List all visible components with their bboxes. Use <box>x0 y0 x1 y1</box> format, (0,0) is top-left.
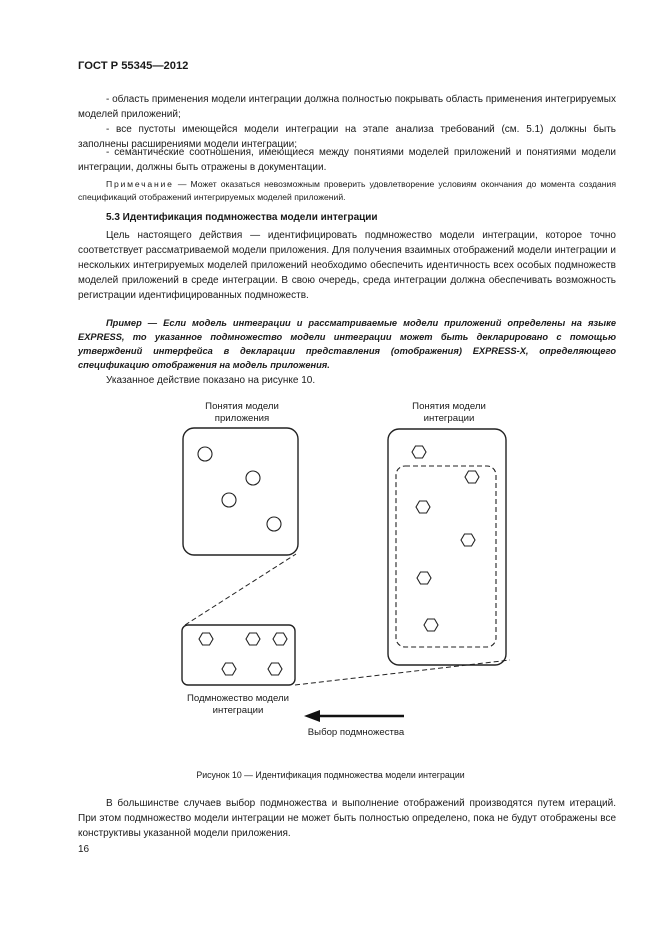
subset-concept-hexagon <box>273 633 287 645</box>
subset-label: Подмножество модели интеграции <box>187 693 289 716</box>
example-paragraph: Пример — Если модель интеграции и рассматриваемые модели приложений определены на языке EXPRESS, то указанное подмножество модели интеграции может быть декларировано с помощью утверждений интерфейса в декларации представления (отображения) EXPRESS-X, определяющего спецификацию отображения на модель приложения. <box>78 318 616 370</box>
list-item-3: - семантические соотношения, имеющиеся между понятиями моделей приложений и понятиями модели интеграции, должны быть отражены в документации. <box>78 147 616 173</box>
selection-label: Выбор подмножества <box>307 727 405 738</box>
selected-subset-dashed-box <box>396 466 496 647</box>
subset-concept-hexagon <box>246 633 260 645</box>
section-title: 5.3 Идентификация подмножества модели интеграции <box>106 212 378 223</box>
selection-arrow-head <box>304 710 320 722</box>
integration-subset-box <box>182 625 295 685</box>
app-concept-circle <box>198 447 212 461</box>
document-header: ГОСТ Р 55345—2012 <box>78 60 189 72</box>
subset-concept-hexagon <box>222 663 236 675</box>
application-concepts-label: Понятия модели приложения <box>205 401 279 424</box>
closing-paragraph: В большинстве случаев выбор подмножества и выполнение отображений производятся путем итераций. При этом подмножество модели интеграции не может быть полностью определено, пока не будут отображены все конструктивы указанной модели приложения. <box>78 798 616 839</box>
integration-concept-hexagon <box>424 619 438 631</box>
list-item-2: - все пустоты имеющейся модели интеграции на этапе анализа требований (см. 5.1) должны быть заполнены расширениями модели интеграции; <box>78 124 616 150</box>
integration-concept-hexagon <box>465 471 479 483</box>
application-model-box <box>183 428 298 555</box>
note-label: Примечание <box>106 179 174 189</box>
figure-caption: Рисунок 10 — Идентификация подмножества модели интеграции <box>196 770 465 780</box>
app-concept-circle <box>222 493 236 507</box>
projection-line-bottom <box>295 660 510 685</box>
app-concept-circle <box>267 517 281 531</box>
list-item-1: - область применения модели интеграции должна полностью покрывать область применения интегрируемых моделей приложений; <box>78 94 616 120</box>
figure-reference: Указанное действие показано на рисунке 10. <box>106 375 316 386</box>
projection-line-top <box>185 554 296 625</box>
note-text: — Может оказаться невозможным проверить удовлетворение условиям окончания до момента создания спецификаций отображений интегрируемых моделей приложений. <box>78 179 616 202</box>
integration-concepts-label: Понятия модели интеграции <box>412 401 486 424</box>
page-number: 16 <box>78 844 90 855</box>
integration-model-box <box>388 429 506 665</box>
subset-concept-hexagon <box>199 633 213 645</box>
body-paragraph-1: Цель настоящего действия — идентифицировать подмножество модели интеграции, которое точно соответствует рассматриваемой модели приложения. Для получения взаимных отображений модели интеграции и нескольких интегрируемых моделей приложений необходимо обеспечить идентичность всех особых подмножеств моделей приложений в среде интеграции. В свою очередь, среда интеграции должна обеспечивать возможность регистрации идентифицированных подмножеств. <box>78 230 616 301</box>
integration-concept-hexagon <box>417 572 431 584</box>
integration-concept-hexagon <box>412 446 426 458</box>
app-concept-circle <box>246 471 260 485</box>
integration-concept-hexagon <box>461 534 475 546</box>
integration-concept-hexagon <box>416 501 430 513</box>
subset-concept-hexagon <box>268 663 282 675</box>
